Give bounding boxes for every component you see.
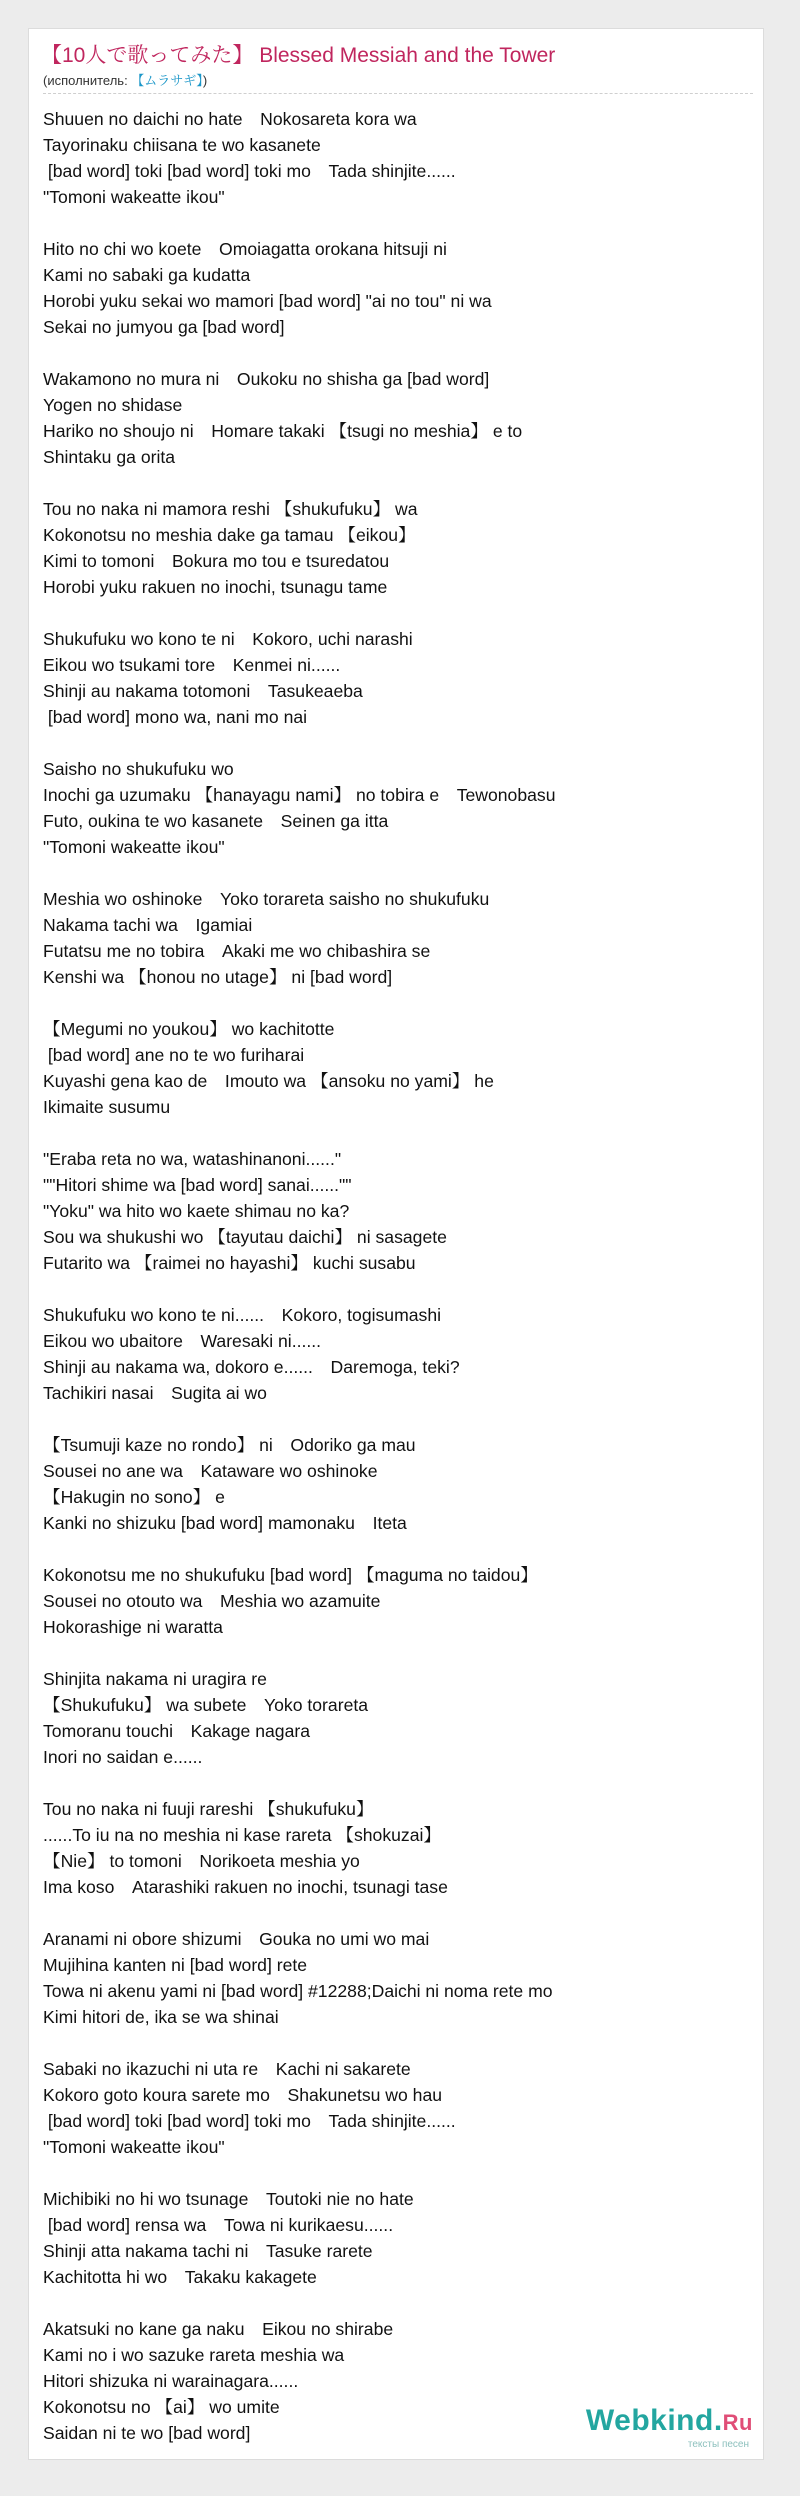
lyrics-stanza (43, 1926, 751, 2030)
lyrics-line: Tomoranu touchi Kakage nagara (43, 1721, 311, 1741)
lyrics-line: "Eraba reta no wa, watashinanoni......" (43, 1149, 342, 1169)
lyrics-line: Saisho no shukufuku wo (43, 759, 234, 779)
lyrics-line: Hokorashige ni waratta (43, 1617, 223, 1637)
lyrics-stanza (43, 1146, 751, 1276)
site-logo-dot: . (713, 2404, 723, 2437)
lyrics-line: Kokonotsu no meshia dake ga tamau 【eikou】 (43, 525, 416, 545)
lyrics-line: Sousei no ane wa Kataware wo oshinoke (43, 1461, 378, 1481)
lyrics-line: [bad word] toki [bad word] toki mo Tada shinjite...... (43, 2111, 456, 2131)
lyrics-body (43, 106, 751, 2460)
lyrics-line: Kimi hitori de, ika se wa shinai (43, 2007, 279, 2027)
lyrics-line: 【Tsumuji kaze no rondo】 ni Odoriko ga mau (43, 1435, 416, 1455)
lyrics-line: Tachikiri nasai Sugita ai wo (43, 1383, 267, 1403)
lyrics-line: ......To iu na no meshia ni kase rareta 【shokuzai】 (43, 1825, 442, 1845)
lyrics-line: ""Hitori shime wa [bad word] sanai......"" (43, 1175, 352, 1195)
lyrics-line: Kenshi wa 【honou no utage】 ni [bad word] (43, 967, 393, 987)
song-title: 【10人で歌ってみた】 Blessed Messiah and the Tower (41, 44, 556, 67)
lyrics-line: Shintaku ga orita (43, 447, 176, 467)
lyrics-line: 【Nie】 to tomoni Norikoeta meshia yo (43, 1851, 360, 1871)
lyrics-line: [bad word] mono wa, nani mo nai (43, 707, 308, 727)
performer-line (43, 73, 207, 89)
lyrics-line: Sabaki no ikazuchi ni uta re Kachi ni sakarete (43, 2059, 411, 2079)
lyrics-stanza (43, 756, 751, 860)
lyrics-line: 【Hakugin no sono】 e (43, 1487, 225, 1507)
lyrics-stanza (43, 1562, 751, 1640)
lyrics-stanza (43, 626, 751, 730)
lyrics-line: Wakamono no mura ni Oukoku no shisha ga [bad word] (43, 369, 490, 389)
lyrics-line: Shukufuku wo kono te ni...... Kokoro, togisumashi (43, 1305, 442, 1325)
lyrics-line: Futatsu me no tobira Akaki me wo chibashira se (43, 941, 431, 961)
lyrics-line: [bad word] toki [bad word] toki mo Tada shinjite...... (43, 161, 456, 181)
lyrics-line: [bad word] rensa wa Towa ni kurikaesu...... (43, 2215, 394, 2235)
lyrics-stanza (43, 106, 751, 210)
lyrics-line: Kokonotsu me no shukufuku [bad word] 【maguma no taidou】 (43, 1565, 538, 1585)
lyrics-line: Inori no saidan e...... (43, 1747, 203, 1767)
lyrics-stanza (43, 236, 751, 340)
lyrics-line: Kokoro goto koura sarete mo Shakunetsu wo hau (43, 2085, 443, 2105)
lyrics-line: Kami no i wo sazuke rareta meshia wa (43, 2345, 345, 2365)
lyrics-stanza (43, 2186, 751, 2290)
lyrics-line: Sekai no jumyou ga [bad word] (43, 317, 285, 337)
lyrics-line: Kanki no shizuku [bad word] mamonaku Iteta (43, 1513, 407, 1533)
lyrics-stanza (43, 366, 751, 470)
header-divider (43, 93, 753, 94)
lyrics-line: Shinji au nakama totomoni Tasukeaeba (43, 681, 363, 701)
site-logo-name: Webkind (585, 2404, 714, 2437)
lyrics-line: Horobi yuku sekai wo mamori [bad word] "ai no tou" ni wa (43, 291, 492, 311)
lyrics-line: Kachitotta hi wo Takaku kakagete (43, 2267, 317, 2287)
lyrics-line: Mujihina kanten ni [bad word] rete (43, 1955, 308, 1975)
lyrics-line: Shinji atta nakama tachi ni Tasuke rarete (43, 2241, 373, 2261)
lyrics-line: Towa ni akenu yami ni [bad word] #12288;Daichi ni noma rete mo (43, 1981, 553, 2001)
lyrics-line: Sou wa shukushi wo 【tayutau daichi】 ni sasagete (43, 1227, 447, 1247)
lyrics-line: Horobi yuku rakuen no inochi, tsunagu tame (43, 577, 388, 597)
lyrics-line: Inochi ga uzumaku 【hanayagu nami】 no tobira e Tewonobasu (43, 785, 556, 805)
performer-label: (исполнитель: (43, 73, 132, 88)
site-logo[interactable] (586, 2405, 753, 2451)
lyrics-line: "Yoku" wa hito wo kaete shimau no ka? (43, 1201, 350, 1221)
lyrics-line: Michibiki no hi wo tsunage Toutoki nie no hate (43, 2189, 414, 2209)
lyrics-stanza (43, 1432, 751, 1536)
lyrics-line: Shinji au nakama wa, dokoro e...... Daremoga, teki? (43, 1357, 460, 1377)
lyrics-line: Nakama tachi wa Igamiai (43, 915, 253, 935)
lyrics-line: 【Megumi no youkou】 wo kachitotte (43, 1019, 335, 1039)
lyrics-line: Meshia wo oshinoke Yoko torareta saisho no shukufuku (43, 889, 490, 909)
lyrics-line: Tou no naka ni mamora reshi 【shukufuku】 wa (43, 499, 418, 519)
lyrics-line: [bad word] ane no te wo furiharai (43, 1045, 305, 1065)
lyrics-line: Eikou wo tsukami tore Kenmei ni...... (43, 655, 341, 675)
lyrics-line: Sousei no otouto wa Meshia wo azamuite (43, 1591, 381, 1611)
lyrics-stanza (43, 1302, 751, 1406)
lyrics-line: Aranami ni obore shizumi Gouka no umi wo mai (43, 1929, 430, 1949)
site-logo-subtitle: тексты песен (687, 2439, 749, 2450)
lyrics-line: Hitori shizuka ni warainagara...... (43, 2371, 299, 2391)
lyrics-line: Shukufuku wo kono te ni Kokoro, uchi narashi (43, 629, 413, 649)
site-logo-text (586, 2405, 753, 2439)
lyrics-line: "Tomoni wakeatte ikou" (43, 837, 225, 857)
site-logo-tld: Ru (722, 2410, 753, 2435)
performer-close: ) (202, 73, 208, 88)
lyrics-line: Shinjita nakama ni uragira re (43, 1669, 267, 1689)
lyrics-line: Hito no chi wo koete Omoiagatta orokana hitsuji ni (43, 239, 447, 259)
lyrics-stanza (43, 1666, 751, 1770)
lyrics-line: Eikou wo ubaitore Waresaki ni...... (43, 1331, 322, 1351)
lyrics-line: Futo, oukina te wo kasanete Seinen ga itta (43, 811, 389, 831)
lyrics-line: Kuyashi gena kao de Imouto wa 【ansoku no yami】 he (43, 1071, 494, 1091)
lyrics-line: Akatsuki no kane ga naku Eikou no shirabe (43, 2319, 394, 2339)
lyrics-line: Saidan ni te wo [bad word] (43, 2423, 251, 2443)
lyrics-card (28, 28, 764, 2460)
lyrics-line: Shuuen no daichi no hate Nokosareta kora wa (43, 109, 417, 129)
lyrics-line: "Tomoni wakeatte ikou" (43, 187, 225, 207)
performer-link[interactable]: 【ムラサギ】 (131, 73, 203, 88)
lyrics-line: Kami no sabaki ga kudatta (43, 265, 251, 285)
lyrics-line: Ima koso Atarashiki rakuen no inochi, tsunagi tase (43, 1877, 448, 1897)
lyrics-stanza (43, 1016, 751, 1120)
lyrics-stanza (43, 1796, 751, 1900)
lyrics-stanza (43, 886, 751, 990)
lyrics-line: Tayorinaku chiisana te wo kasanete (43, 135, 321, 155)
lyrics-line: Tou no naka ni fuuji rareshi 【shukufuku】 (43, 1799, 374, 1819)
lyrics-line: Kokonotsu no 【ai】 wo umite (43, 2397, 280, 2417)
lyrics-line: Kimi to tomoni Bokura mo tou e tsuredatou (43, 551, 390, 571)
lyrics-line: Yogen no shidase (43, 395, 183, 415)
lyrics-line: 【Shukufuku】 wa subete Yoko torareta (43, 1695, 369, 1715)
lyrics-line: Ikimaite susumu (43, 1097, 171, 1117)
lyrics-line: Futarito wa 【raimei no hayashi】 kuchi susabu (43, 1253, 416, 1273)
lyrics-line: "Tomoni wakeatte ikou" (43, 2137, 225, 2157)
lyrics-line: Hariko no shoujo ni Homare takaki 【tsugi no meshia】 e to (43, 421, 523, 441)
lyrics-stanza (43, 496, 751, 600)
lyrics-stanza (43, 2056, 751, 2160)
